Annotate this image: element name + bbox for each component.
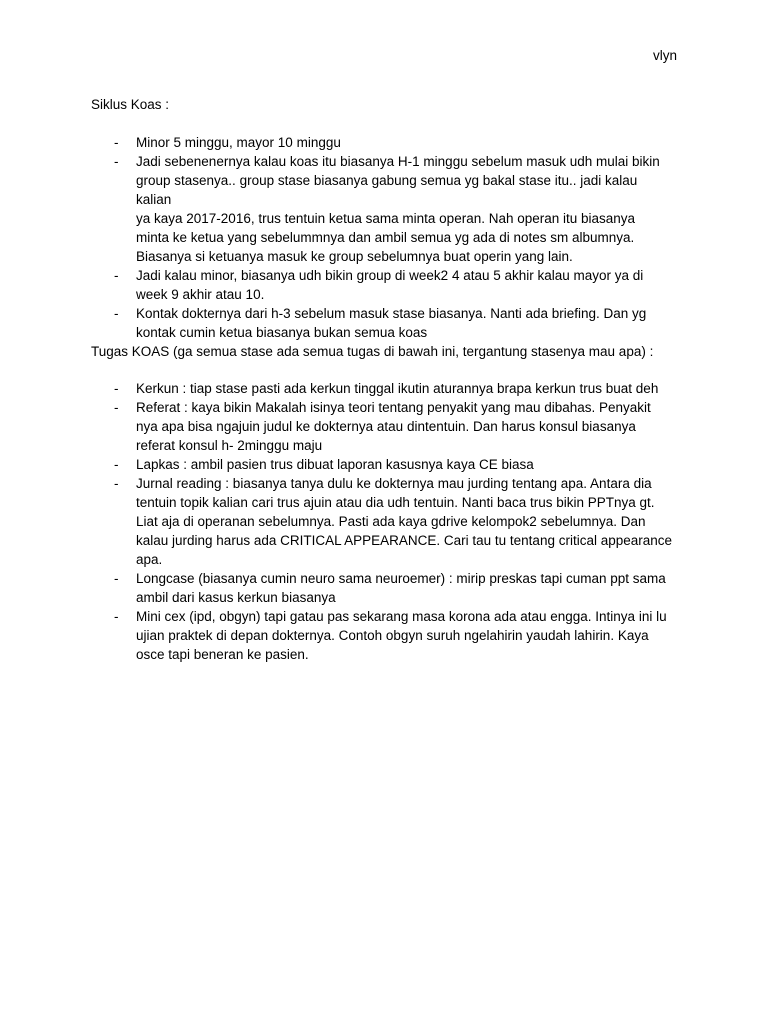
section-heading-tugas-koas: Tugas KOAS (ga semua stase ada semua tugas di bawah ini, tergantung stasenya mau apa) : <box>91 344 654 359</box>
tugas-koas-list <box>0 379 673 664</box>
list-item: - Jadi sebenenernya kalau koas itu biasanya H-1 minggu sebelum masuk udh mulai bikin group stasenya.. group stase biasanya gabung semua yg bakal stase itu.. jadi kalau kalian ya kaya 2017-2016, trus tentuin ketua sama minta operan. Nah operan itu biasanya minta ke ketua yang sebelummnya dan ambil semua yg ada di notes sm albumnya. Biasanya si ketuanya masuk ke group sebelumnya buat operin yang lain. <box>114 154 660 264</box>
list-bullet: - <box>114 154 119 169</box>
list-bullet: - <box>114 135 119 150</box>
list-bullet: - <box>114 381 119 396</box>
list-item: - Kontak dokternya dari h-3 sebelum masuk stase biasanya. Nanti ada briefing. Dan yg kontak cumin ketua biasanya bukan semua koas <box>114 306 647 340</box>
list-bullet: - <box>114 306 119 321</box>
list-bullet: - <box>114 476 119 491</box>
list-item: - Longcase (biasanya cumin neuro sama neuroemer) : mirip preskas tapi cuman ppt sama ambil dari kasus kerkun biasanya <box>114 571 666 605</box>
list-item: - Kerkun : tiap stase pasti ada kerkun tinggal ikutin aturannya brapa kerkun trus buat deh <box>114 381 659 396</box>
list-item: - Mini cex (ipd, obgyn) tapi gatau pas sekarang masa korona ada atau engga. Intinya ini lu ujian praktek di depan dokternya. Contoh obgyn suruh ngelahirin yaudah lahirin. Kaya osce tapi beneran ke pasien. <box>114 609 667 662</box>
list-bullet: - <box>114 609 119 624</box>
list-bullet: - <box>114 457 119 472</box>
list-item: - Minor 5 minggu, mayor 10 minggu <box>114 135 341 150</box>
list-item: - Referat : kaya bikin Makalah isinya teori tentang penyakit yang mau dibahas. Penyakit nya apa bisa ngajuin judul ke dokternya atau dintentuin. Dan harus konsul biasanya referat konsul h- 2minggu maju <box>114 400 651 453</box>
siklus-koas-list <box>0 133 660 342</box>
list-item: - Jadi kalau minor, biasanya udh bikin group di week2 4 atau 5 akhir kalau mayor ya di week 9 akhir atau 10. <box>114 268 644 302</box>
list-bullet: - <box>114 571 119 586</box>
list-item: - Jurnal reading : biasanya tanya dulu ke dokternya mau jurding tentang apa. Antara dia tentuin topik kalian cari trus ajuin atau dia udh tentuin. Nanti baca trus bikin PPTnya gt. Liat aja di operanan sebelumnya. Pasti ada kaya gdrive kelompok2 sebelumnya. Dan kalau jurding harus ada CRITICAL APPEARANCE. Cari tau tu tentang critical appearance apa. <box>114 476 673 567</box>
list-bullet: - <box>114 268 119 283</box>
author-name: vlyn <box>653 48 678 63</box>
list-item: - Lapkas : ambil pasien trus dibuat laporan kasusnya kaya CE biasa <box>114 457 534 472</box>
list-bullet: - <box>114 400 119 415</box>
section-heading-siklus-koas: Siklus Koas : <box>91 97 170 112</box>
